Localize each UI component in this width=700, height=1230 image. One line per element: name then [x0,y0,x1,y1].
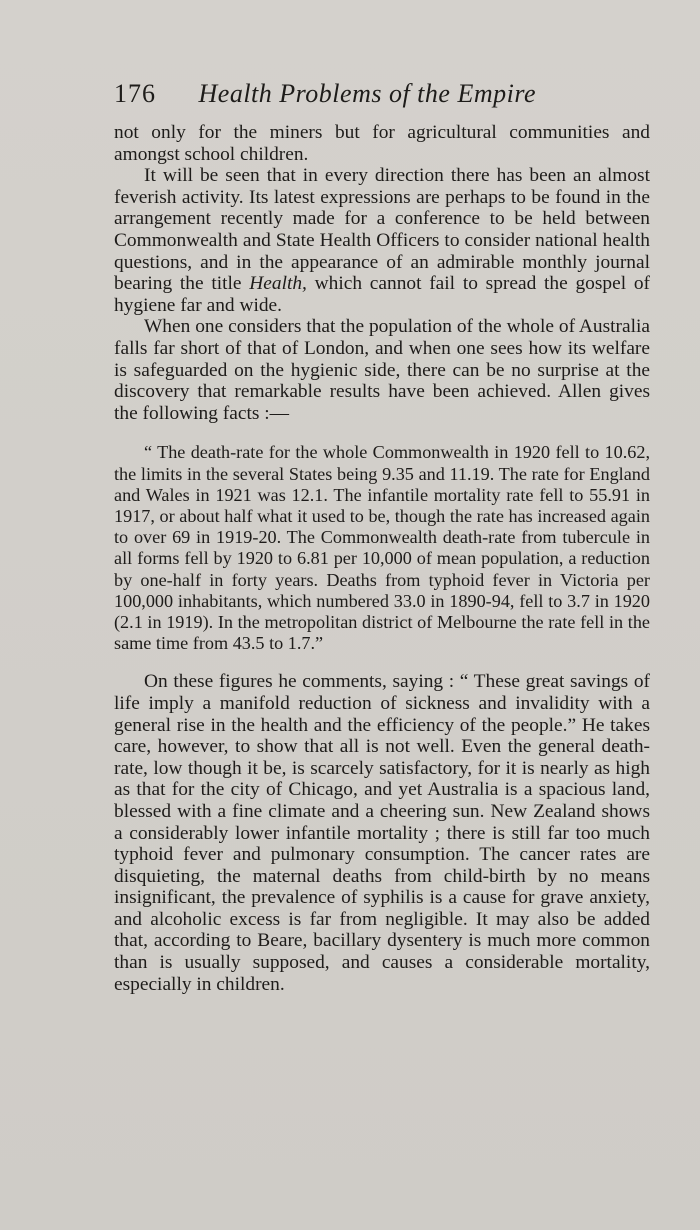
page-number: 176 [114,79,156,108]
page-header [114,78,594,110]
paragraph-continuation: not only for the miners but for agricultural communities and amongst school children. [114,122,650,165]
body-text [114,122,650,995]
running-title: Health Problems of the Empire [198,79,537,108]
paragraph-comments: On these figures he comments, saying : “ These great savings of life imply a manifold reduction of sickness and invalidity with a general rise in the health and the efficiency of the people.” He takes care, however, to show that all is not well. Even the general death-rate, low though it be, is scarcely satisfactory, for it is nearly as high as that for the city of Chicago, and yet Australia is a spacious land, blessed with a fine climate and a cheering sun. New Zealand shows a considerably lower infantile mortality ; there is still far too much typhoid fever and pulmonary consumption. The cancer rates are disquieting, the maternal deaths from child-birth by no means insignificant, the prevalence of syphilis is a cause for grave anxiety, and alcoholic excess is far from negligible. It may also be added that, according to Beare, bacillary dysentery is much more common than is usually supposed, and causes a considerable mortality, especially in children. [114,671,650,995]
paragraph-feverish-activity [114,165,650,316]
block-quote: “ The death-rate for the whole Commonwealth in 1920 fell to 10.62, the limits in the several States being 9.35 and 11.19. The rate for England and Wales in 1921 was 12.1. The infantile mortality rate fell to 55.91 in 1917, or about half what it used to be, though the rate has increased again to over 69 in 1919-20. The Commonwealth death-rate from tubercule in all forms fell by 1920 to 6.81 per 10,000 of mean population, a reduction by one-half in forty years. Deaths from typhoid fever in Victoria per 100,000 inhabitants, which numbered 33.0 in 1890-94, fell to 3.7 in 1920 (2.1 in 1919). In the metropolitan district of Melbourne the rate fell in the same time from 43.5 to 1.7.” [114,442,650,654]
paragraph-text-after: which cannot fail to spread the gospel of hygiene far and wide. [114,273,650,316]
journal-title: Health, [249,273,307,295]
paragraph-text: It will be seen that in every direction there has been an almost feverish activity. Its latest expressions are perhaps to be found in the arrangement recently made for a conference to be held between Commonwealth and State Health Officers to consider national health questions, and in the appearance of an admirable monthly journal bearing the title [114,165,650,295]
paragraph-population: When one considers that the population of the whole of Australia falls far short of that of London, and when one sees how its welfare is safeguarded on the hygienic side, there can be no surprise at the discovery that remarkable results have been achieved. Allen gives the following facts :— [114,316,650,424]
